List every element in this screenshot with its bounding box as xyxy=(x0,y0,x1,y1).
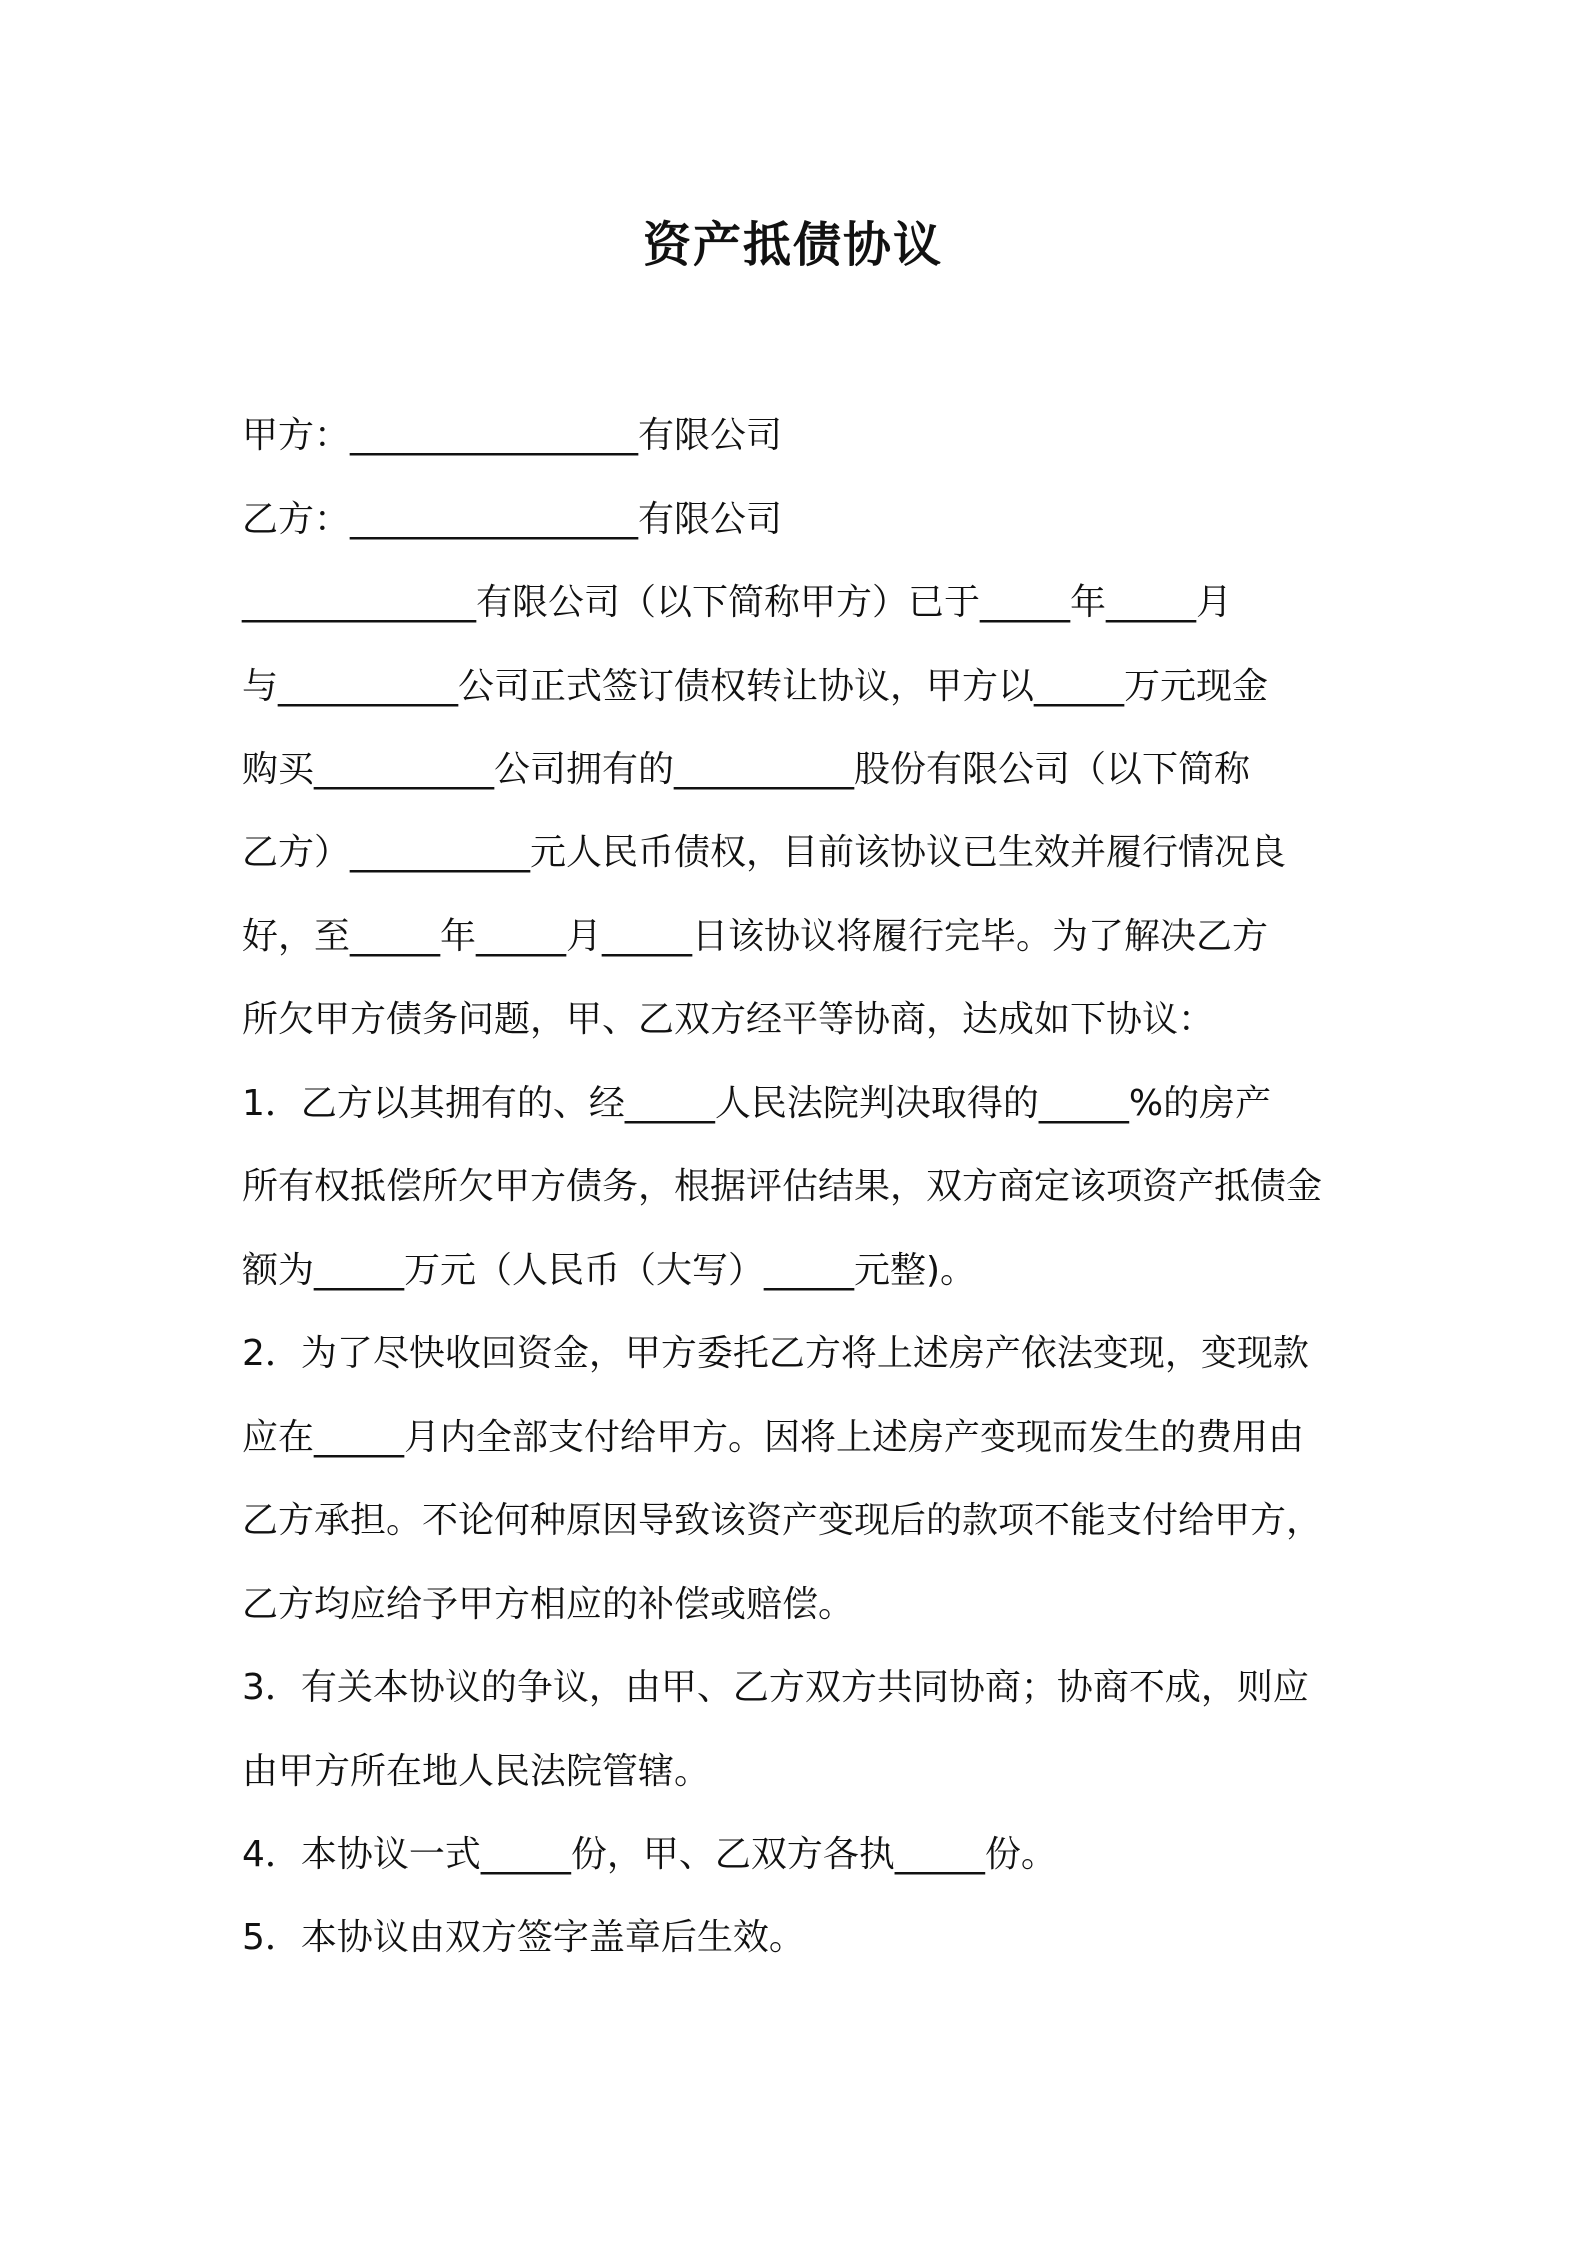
intro-line-1: _____________有限公司（以下简称甲方）已于_____年_____月 xyxy=(242,582,1233,623)
clause-1-line-3: 额为_____万元（人民币（大写）_____元整)。 xyxy=(242,1250,977,1291)
party-b-line: 乙方：________________有限公司 xyxy=(242,499,783,540)
intro-line-2: 与__________公司正式签订债权转让协议，甲方以_____万元现金 xyxy=(242,666,1269,707)
intro-line-4: 乙方）__________元人民币债权，目前该协议已生效并履行情况良 xyxy=(242,832,1287,873)
party-a-line: 甲方：________________有限公司 xyxy=(242,415,783,456)
clause-2-line-1: 2．为了尽快收回资金，甲方委托乙方将上述房产依法变现，变现款 xyxy=(242,1333,1309,1374)
clause-3-line-2: 由甲方所在地人民法院管辖。 xyxy=(242,1751,711,1792)
intro-line-3: 购买__________公司拥有的__________股份有限公司（以下简称 xyxy=(242,749,1251,790)
clause-1-line-2: 所有权抵偿所欠甲方债务，根据评估结果，双方商定该项资产抵债金 xyxy=(242,1166,1323,1207)
intro-line-6: 所欠甲方债务问题，甲、乙双方经平等协商，达成如下协议： xyxy=(242,999,1215,1040)
document-title: 资产抵债协议 xyxy=(642,217,943,273)
clause-2-line-2: 应在_____月内全部支付给甲方。因将上述房产变现而发生的费用由 xyxy=(242,1417,1305,1458)
clause-4-line: 4．本协议一式_____份，甲、乙双方各执_____份。 xyxy=(242,1834,1057,1875)
clause-1-line-1: 1．乙方以其拥有的、经_____人民法院判决取得的_____%的房产 xyxy=(242,1083,1272,1124)
clause-3-line-1: 3．有关本协议的争议，由甲、乙方双方共同协商；协商不成，则应 xyxy=(242,1667,1309,1708)
clause-2-line-3: 乙方承担。不论何种原因导致该资产变现后的款项不能支付给甲方， xyxy=(242,1500,1323,1541)
clause-5-line: 5．本协议由双方签字盖章后生效。 xyxy=(242,1917,805,1958)
intro-line-5: 好，至_____年_____月_____日该协议将履行完毕。为了解决乙方 xyxy=(242,916,1269,957)
clause-2-line-4: 乙方均应给予甲方相应的补偿或赔偿。 xyxy=(242,1584,855,1625)
